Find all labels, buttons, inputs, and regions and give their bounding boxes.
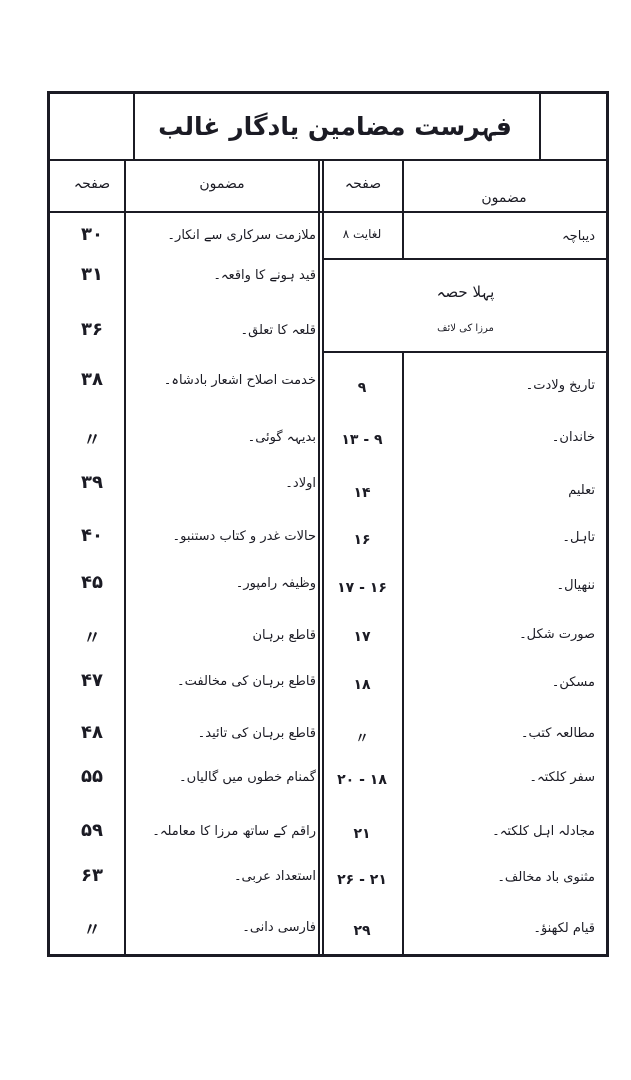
preface-subject: دیباچہ <box>562 229 595 244</box>
right-row-subject: سفر کلکتہ۔ <box>529 770 595 785</box>
left-row-subject: گمنام خطوں میں گالیاں۔ <box>179 770 316 785</box>
page-title: فہرست مضامین یادگار غالب <box>158 112 512 141</box>
left-row-subject: ملازمت سرکاری سے انکار۔ <box>167 228 316 243</box>
right-page-column-divider-top <box>402 161 404 259</box>
right-row-subject: مثنوی باد مخالف۔ <box>497 870 595 885</box>
right-row-subject: قیام لکھنؤ۔ <box>533 921 595 936</box>
left-row-subject: قید ہونے کا واقعہ۔ <box>213 268 316 283</box>
left-page-header: صفحہ <box>73 176 111 192</box>
left-row-page: 〃 <box>83 920 101 941</box>
left-row-page: 〃 <box>83 628 101 649</box>
preface-page: لغایت ۸ <box>342 227 382 241</box>
title-left-divider <box>133 93 135 161</box>
right-row-page: 〃 <box>355 731 369 747</box>
left-row-page: ۴۷ <box>81 670 103 691</box>
right-row-page: ۱۴ <box>353 485 371 501</box>
right-row-page: ۹ - ۱۳ <box>341 432 383 448</box>
left-row-page: ۴۸ <box>81 722 103 743</box>
right-row-page: ۱۶ <box>353 532 371 548</box>
right-row-page: ۲۹ <box>353 923 371 939</box>
left-row-subject: فارسی دانی۔ <box>242 920 316 935</box>
title-right-divider <box>539 93 541 161</box>
right-page-header: صفحہ <box>344 176 382 192</box>
right-row-subject: تعلیم <box>568 483 595 498</box>
right-row-subject: مسکن۔ <box>551 675 595 690</box>
left-row-page: 〃 <box>83 430 101 451</box>
right-row-subject: تاریخ ولادت۔ <box>525 378 595 393</box>
left-row-subject: قلعہ کا تعلق۔ <box>240 323 316 338</box>
left-row-page: ۴۰ <box>81 525 103 546</box>
left-row-page: ۳۱ <box>81 264 103 285</box>
right-row-page: ۲۱ - ۲۶ <box>337 872 387 888</box>
left-row-subject: بدیہہ گوئی۔ <box>247 430 316 445</box>
left-row-page: ۳۶ <box>81 319 103 340</box>
left-row-page: ۳۰ <box>81 224 103 245</box>
left-row-subject: وظیفہ رامپور۔ <box>235 576 316 591</box>
right-row-page: ۲۱ <box>353 826 371 842</box>
left-row-page: ۴۵ <box>81 572 103 593</box>
header-divider <box>49 211 607 213</box>
right-row-page: ۱۶ - ۱۷ <box>337 580 387 596</box>
left-row-subject: قاطع برہان کی مخالفت۔ <box>176 674 316 689</box>
left-row-subject: استعداد عربی۔ <box>233 869 316 884</box>
right-row-subject: مجادلہ اہل کلکتہ۔ <box>492 824 595 839</box>
right-row-page: ۱۷ <box>353 629 371 645</box>
section-subtitle: مرزا کی لائف <box>437 323 494 334</box>
left-row-subject: قاطع برہان کی تائید۔ <box>197 726 316 741</box>
left-row-subject: حالات غدر و کتاب دستنبو۔ <box>172 529 316 544</box>
right-row-page: ۱۸ - ۲۰ <box>337 772 387 788</box>
right-row-subject: خاندان۔ <box>551 430 595 445</box>
right-row-subject: صورت شکل۔ <box>519 627 595 642</box>
right-subject-header: مضمون <box>481 190 527 206</box>
left-row-subject: قاطع برہان <box>252 628 316 643</box>
left-row-page: ۳۸ <box>81 369 103 390</box>
right-row-subject: مطالعہ کتب۔ <box>520 726 595 741</box>
left-row-page: ۶۳ <box>81 865 103 886</box>
center-divider-a <box>318 161 320 955</box>
left-row-page: ۵۹ <box>81 820 103 841</box>
left-row-subject: خدمت اصلاح اشعار بادشاہ۔ <box>163 373 316 388</box>
right-row-subject: ننھیال۔ <box>556 578 595 593</box>
left-row-subject: راقم کے ساتھ مرزا کا معاملہ۔ <box>152 824 316 839</box>
left-row-page: ۳۹ <box>81 472 103 493</box>
left-subject-header: مضمون <box>199 176 245 192</box>
section-title: پہلا حصہ <box>436 283 495 301</box>
right-row-page: ۱۸ <box>353 677 371 693</box>
left-row-page: ۵۵ <box>81 766 103 787</box>
preface-divider <box>322 258 607 260</box>
section-divider <box>322 351 607 353</box>
right-row-subject: تاہل۔ <box>562 530 595 545</box>
left-row-subject: اولاد۔ <box>285 476 316 491</box>
right-row-page: ۹ <box>357 380 367 396</box>
